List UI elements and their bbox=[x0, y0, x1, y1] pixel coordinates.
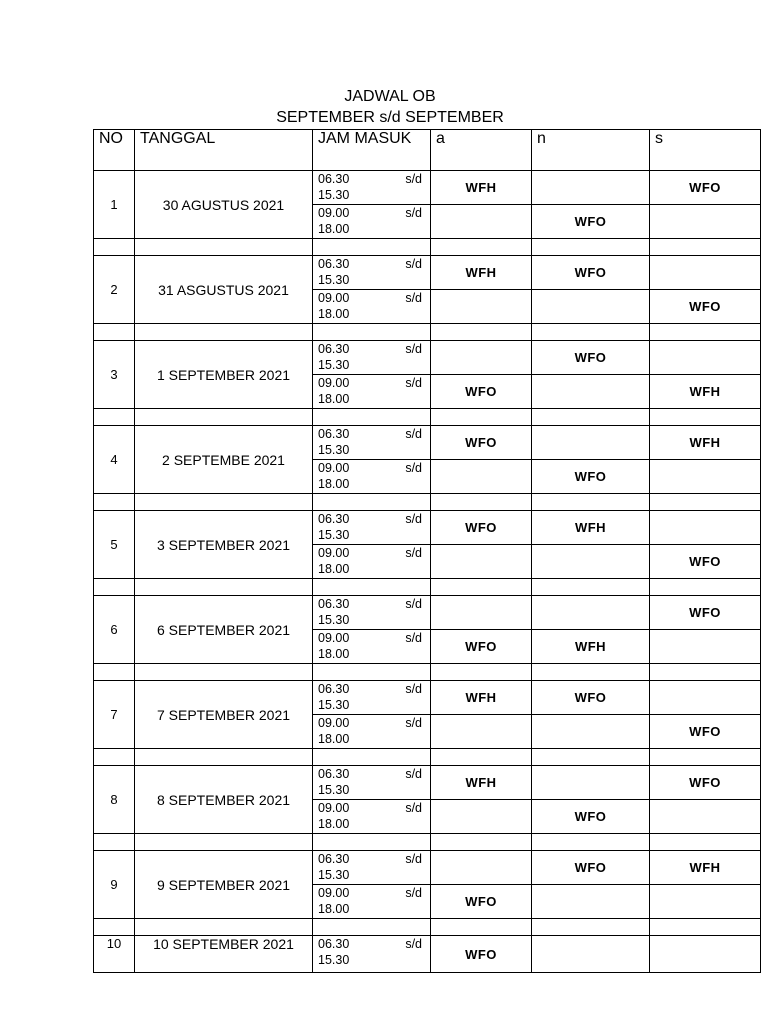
schedule-row bbox=[94, 171, 761, 205]
shift-separator: s/d bbox=[405, 172, 422, 186]
header-n: n bbox=[532, 130, 650, 171]
row-date: 3 SEPTEMBER 2021 bbox=[135, 511, 313, 579]
shift-end: 18.00 bbox=[318, 902, 350, 916]
status-cell-n bbox=[532, 290, 650, 324]
empty-cell bbox=[313, 664, 431, 681]
status-cell-s: WFH bbox=[650, 375, 761, 409]
header-no: NO bbox=[94, 130, 135, 171]
empty-cell bbox=[313, 409, 431, 426]
schedule-row bbox=[94, 766, 761, 800]
shift-separator: s/d bbox=[405, 206, 422, 220]
empty-cell bbox=[431, 579, 532, 596]
status-cell-a bbox=[431, 596, 532, 630]
empty-cell bbox=[431, 324, 532, 341]
jam-masuk-cell bbox=[313, 800, 431, 834]
status-cell-s: WFO bbox=[650, 766, 761, 800]
status-cell-a bbox=[431, 851, 532, 885]
shift-separator: s/d bbox=[405, 767, 422, 781]
shift-start: 09.00 bbox=[318, 886, 350, 900]
row-number: 1 bbox=[94, 171, 135, 239]
shift-end: 18.00 bbox=[318, 477, 350, 491]
empty-cell bbox=[94, 664, 135, 681]
jam-masuk-cell bbox=[313, 205, 431, 239]
shift-end: 15.30 bbox=[318, 953, 350, 967]
empty-cell bbox=[532, 664, 650, 681]
status-cell-a: WFH bbox=[431, 681, 532, 715]
shift-end: 15.30 bbox=[318, 528, 350, 542]
status-cell-a bbox=[431, 290, 532, 324]
row-date: 9 SEPTEMBER 2021 bbox=[135, 851, 313, 919]
shift-start: 09.00 bbox=[318, 461, 350, 475]
header-row bbox=[94, 130, 761, 171]
status-cell-s bbox=[650, 936, 761, 973]
shift-start: 09.00 bbox=[318, 546, 350, 560]
empty-cell bbox=[532, 749, 650, 766]
status-cell-s bbox=[650, 800, 761, 834]
spacer-row bbox=[94, 749, 761, 766]
status-cell-s bbox=[650, 885, 761, 919]
spacer-row bbox=[94, 409, 761, 426]
schedule-table bbox=[93, 129, 761, 973]
status-cell-s: WFH bbox=[650, 426, 761, 460]
shift-separator: s/d bbox=[405, 886, 422, 900]
status-cell-n: WFO bbox=[532, 681, 650, 715]
shift-end: 15.30 bbox=[318, 613, 350, 627]
status-cell-a: WFO bbox=[431, 630, 532, 664]
shift-end: 18.00 bbox=[318, 562, 350, 576]
empty-cell bbox=[650, 664, 761, 681]
empty-cell bbox=[313, 324, 431, 341]
status-cell-n: WFO bbox=[532, 256, 650, 290]
page-title: JADWAL OB bbox=[344, 88, 436, 105]
empty-cell bbox=[94, 834, 135, 851]
empty-cell bbox=[650, 579, 761, 596]
spacer-row bbox=[94, 324, 761, 341]
shift-start: 09.00 bbox=[318, 801, 350, 815]
shift-separator: s/d bbox=[405, 716, 422, 730]
row-date: 7 SEPTEMBER 2021 bbox=[135, 681, 313, 749]
empty-cell bbox=[431, 664, 532, 681]
empty-cell bbox=[135, 324, 313, 341]
status-cell-n bbox=[532, 596, 650, 630]
row-number: 3 bbox=[94, 341, 135, 409]
shift-end: 15.30 bbox=[318, 443, 350, 457]
row-number: 10 bbox=[94, 936, 135, 973]
status-cell-s: WFO bbox=[650, 715, 761, 749]
status-cell-a bbox=[431, 545, 532, 579]
status-cell-a bbox=[431, 341, 532, 375]
empty-cell bbox=[135, 494, 313, 511]
schedule-row bbox=[94, 681, 761, 715]
shift-separator: s/d bbox=[405, 852, 422, 866]
empty-cell bbox=[532, 409, 650, 426]
shift-separator: s/d bbox=[405, 376, 422, 390]
shift-start: 06.30 bbox=[318, 172, 350, 186]
status-cell-a: WFO bbox=[431, 375, 532, 409]
status-cell-a bbox=[431, 205, 532, 239]
shift-end: 15.30 bbox=[318, 188, 350, 202]
empty-cell bbox=[313, 579, 431, 596]
empty-cell bbox=[650, 834, 761, 851]
status-cell-a bbox=[431, 715, 532, 749]
spacer-row bbox=[94, 664, 761, 681]
header-tanggal: TANGGAL bbox=[135, 130, 313, 171]
shift-start: 09.00 bbox=[318, 376, 350, 390]
page-subtitle: SEPTEMBER s/d SEPTEMBER bbox=[276, 109, 504, 126]
status-cell-n bbox=[532, 715, 650, 749]
empty-cell bbox=[532, 834, 650, 851]
spacer-row bbox=[94, 919, 761, 936]
header-a: a bbox=[431, 130, 532, 171]
shift-start: 09.00 bbox=[318, 291, 350, 305]
status-cell-s: WFH bbox=[650, 851, 761, 885]
schedule-row bbox=[94, 936, 761, 973]
empty-cell bbox=[94, 919, 135, 936]
shift-start: 06.30 bbox=[318, 257, 350, 271]
empty-cell bbox=[532, 579, 650, 596]
jam-masuk-cell bbox=[313, 630, 431, 664]
shift-separator: s/d bbox=[405, 937, 422, 951]
shift-separator: s/d bbox=[405, 801, 422, 815]
shift-end: 18.00 bbox=[318, 647, 350, 661]
empty-cell bbox=[532, 494, 650, 511]
shift-end: 15.30 bbox=[318, 698, 350, 712]
status-cell-a: WFO bbox=[431, 511, 532, 545]
header-jam-masuk: JAM MASUK bbox=[313, 130, 431, 171]
jam-masuk-cell bbox=[313, 460, 431, 494]
empty-cell bbox=[431, 409, 532, 426]
empty-cell bbox=[135, 409, 313, 426]
row-number: 4 bbox=[94, 426, 135, 494]
status-cell-s bbox=[650, 460, 761, 494]
empty-cell bbox=[431, 239, 532, 256]
jam-masuk-cell bbox=[313, 290, 431, 324]
shift-separator: s/d bbox=[405, 682, 422, 696]
status-cell-s bbox=[650, 681, 761, 715]
shift-start: 06.30 bbox=[318, 767, 350, 781]
jam-masuk-cell bbox=[313, 545, 431, 579]
status-cell-a: WFH bbox=[431, 766, 532, 800]
shift-end: 18.00 bbox=[318, 307, 350, 321]
status-cell-n bbox=[532, 936, 650, 973]
status-cell-n: WFO bbox=[532, 800, 650, 834]
shift-end: 15.30 bbox=[318, 358, 350, 372]
schedule-row bbox=[94, 851, 761, 885]
schedule-row bbox=[94, 426, 761, 460]
shift-separator: s/d bbox=[405, 631, 422, 645]
shift-separator: s/d bbox=[405, 597, 422, 611]
status-cell-a: WFO bbox=[431, 426, 532, 460]
shift-separator: s/d bbox=[405, 342, 422, 356]
status-cell-n bbox=[532, 885, 650, 919]
empty-cell bbox=[94, 494, 135, 511]
shift-end: 18.00 bbox=[318, 222, 350, 236]
schedule-row bbox=[94, 511, 761, 545]
schedule-row bbox=[94, 596, 761, 630]
status-cell-n: WFO bbox=[532, 460, 650, 494]
shift-start: 09.00 bbox=[318, 716, 350, 730]
empty-cell bbox=[135, 664, 313, 681]
empty-cell bbox=[650, 239, 761, 256]
jam-masuk-cell bbox=[313, 681, 431, 715]
row-number: 7 bbox=[94, 681, 135, 749]
status-cell-n bbox=[532, 545, 650, 579]
shift-end: 18.00 bbox=[318, 392, 350, 406]
jam-masuk-cell bbox=[313, 885, 431, 919]
empty-cell bbox=[650, 919, 761, 936]
status-cell-s bbox=[650, 630, 761, 664]
spacer-row bbox=[94, 239, 761, 256]
shift-start: 09.00 bbox=[318, 206, 350, 220]
row-date: 2 SEPTEMBE 2021 bbox=[135, 426, 313, 494]
schedule-row bbox=[94, 256, 761, 290]
shift-start: 06.30 bbox=[318, 682, 350, 696]
shift-start: 09.00 bbox=[318, 631, 350, 645]
empty-cell bbox=[94, 579, 135, 596]
status-cell-a bbox=[431, 800, 532, 834]
shift-start: 06.30 bbox=[318, 937, 350, 951]
status-cell-a: WFH bbox=[431, 171, 532, 205]
empty-cell bbox=[313, 919, 431, 936]
jam-masuk-cell bbox=[313, 375, 431, 409]
shift-start: 06.30 bbox=[318, 852, 350, 866]
empty-cell bbox=[94, 239, 135, 256]
jam-masuk-cell bbox=[313, 766, 431, 800]
empty-cell bbox=[532, 919, 650, 936]
status-cell-a: WFH bbox=[431, 256, 532, 290]
status-cell-n bbox=[532, 375, 650, 409]
jam-masuk-cell bbox=[313, 426, 431, 460]
row-date: 30 AGUSTUS 2021 bbox=[135, 171, 313, 239]
empty-cell bbox=[431, 494, 532, 511]
empty-cell bbox=[650, 494, 761, 511]
empty-cell bbox=[650, 324, 761, 341]
empty-cell bbox=[94, 324, 135, 341]
jam-masuk-cell bbox=[313, 341, 431, 375]
status-cell-n: WFO bbox=[532, 851, 650, 885]
jam-masuk-cell bbox=[313, 171, 431, 205]
empty-cell bbox=[313, 749, 431, 766]
shift-separator: s/d bbox=[405, 512, 422, 526]
empty-cell bbox=[313, 834, 431, 851]
status-cell-n bbox=[532, 426, 650, 460]
status-cell-s bbox=[650, 205, 761, 239]
status-cell-n: WFO bbox=[532, 205, 650, 239]
row-number: 9 bbox=[94, 851, 135, 919]
status-cell-s bbox=[650, 341, 761, 375]
spacer-row bbox=[94, 579, 761, 596]
shift-separator: s/d bbox=[405, 257, 422, 271]
empty-cell bbox=[135, 239, 313, 256]
row-date: 6 SEPTEMBER 2021 bbox=[135, 596, 313, 664]
jam-masuk-cell bbox=[313, 596, 431, 630]
spacer-row bbox=[94, 494, 761, 511]
shift-end: 18.00 bbox=[318, 817, 350, 831]
status-cell-s bbox=[650, 256, 761, 290]
row-number: 6 bbox=[94, 596, 135, 664]
shift-end: 18.00 bbox=[318, 732, 350, 746]
row-date: 1 SEPTEMBER 2021 bbox=[135, 341, 313, 409]
empty-cell bbox=[94, 409, 135, 426]
shift-separator: s/d bbox=[405, 427, 422, 441]
status-cell-s: WFO bbox=[650, 545, 761, 579]
status-cell-s: WFO bbox=[650, 290, 761, 324]
shift-start: 06.30 bbox=[318, 512, 350, 526]
status-cell-n: WFH bbox=[532, 511, 650, 545]
status-cell-a: WFO bbox=[431, 936, 532, 973]
row-date: 8 SEPTEMBER 2021 bbox=[135, 766, 313, 834]
header-s: s bbox=[650, 130, 761, 171]
jam-masuk-cell bbox=[313, 511, 431, 545]
status-cell-n: WFO bbox=[532, 341, 650, 375]
empty-cell bbox=[532, 239, 650, 256]
empty-cell bbox=[313, 494, 431, 511]
empty-cell bbox=[135, 749, 313, 766]
empty-cell bbox=[650, 749, 761, 766]
status-cell-s bbox=[650, 511, 761, 545]
row-date: 31 ASGUSTUS 2021 bbox=[135, 256, 313, 324]
empty-cell bbox=[431, 834, 532, 851]
empty-cell bbox=[135, 834, 313, 851]
status-cell-n bbox=[532, 766, 650, 800]
empty-cell bbox=[94, 749, 135, 766]
empty-cell bbox=[431, 749, 532, 766]
shift-start: 06.30 bbox=[318, 597, 350, 611]
empty-cell bbox=[313, 239, 431, 256]
shift-end: 15.30 bbox=[318, 783, 350, 797]
jam-masuk-cell bbox=[313, 851, 431, 885]
row-number: 5 bbox=[94, 511, 135, 579]
jam-masuk-cell bbox=[313, 936, 431, 973]
jam-masuk-cell bbox=[313, 256, 431, 290]
empty-cell bbox=[532, 324, 650, 341]
shift-start: 06.30 bbox=[318, 427, 350, 441]
empty-cell bbox=[431, 919, 532, 936]
status-cell-s: WFO bbox=[650, 596, 761, 630]
shift-end: 15.30 bbox=[318, 273, 350, 287]
status-cell-a bbox=[431, 460, 532, 494]
shift-separator: s/d bbox=[405, 546, 422, 560]
status-cell-n bbox=[532, 171, 650, 205]
row-number: 8 bbox=[94, 766, 135, 834]
jam-masuk-cell bbox=[313, 715, 431, 749]
schedule-row bbox=[94, 341, 761, 375]
spacer-row bbox=[94, 834, 761, 851]
row-date: 10 SEPTEMBER 2021 bbox=[135, 936, 313, 973]
shift-start: 06.30 bbox=[318, 342, 350, 356]
status-cell-a: WFO bbox=[431, 885, 532, 919]
row-number: 2 bbox=[94, 256, 135, 324]
shift-separator: s/d bbox=[405, 461, 422, 475]
shift-separator: s/d bbox=[405, 291, 422, 305]
status-cell-s: WFO bbox=[650, 171, 761, 205]
shift-end: 15.30 bbox=[318, 868, 350, 882]
empty-cell bbox=[135, 919, 313, 936]
empty-cell bbox=[135, 579, 313, 596]
status-cell-n: WFH bbox=[532, 630, 650, 664]
empty-cell bbox=[650, 409, 761, 426]
